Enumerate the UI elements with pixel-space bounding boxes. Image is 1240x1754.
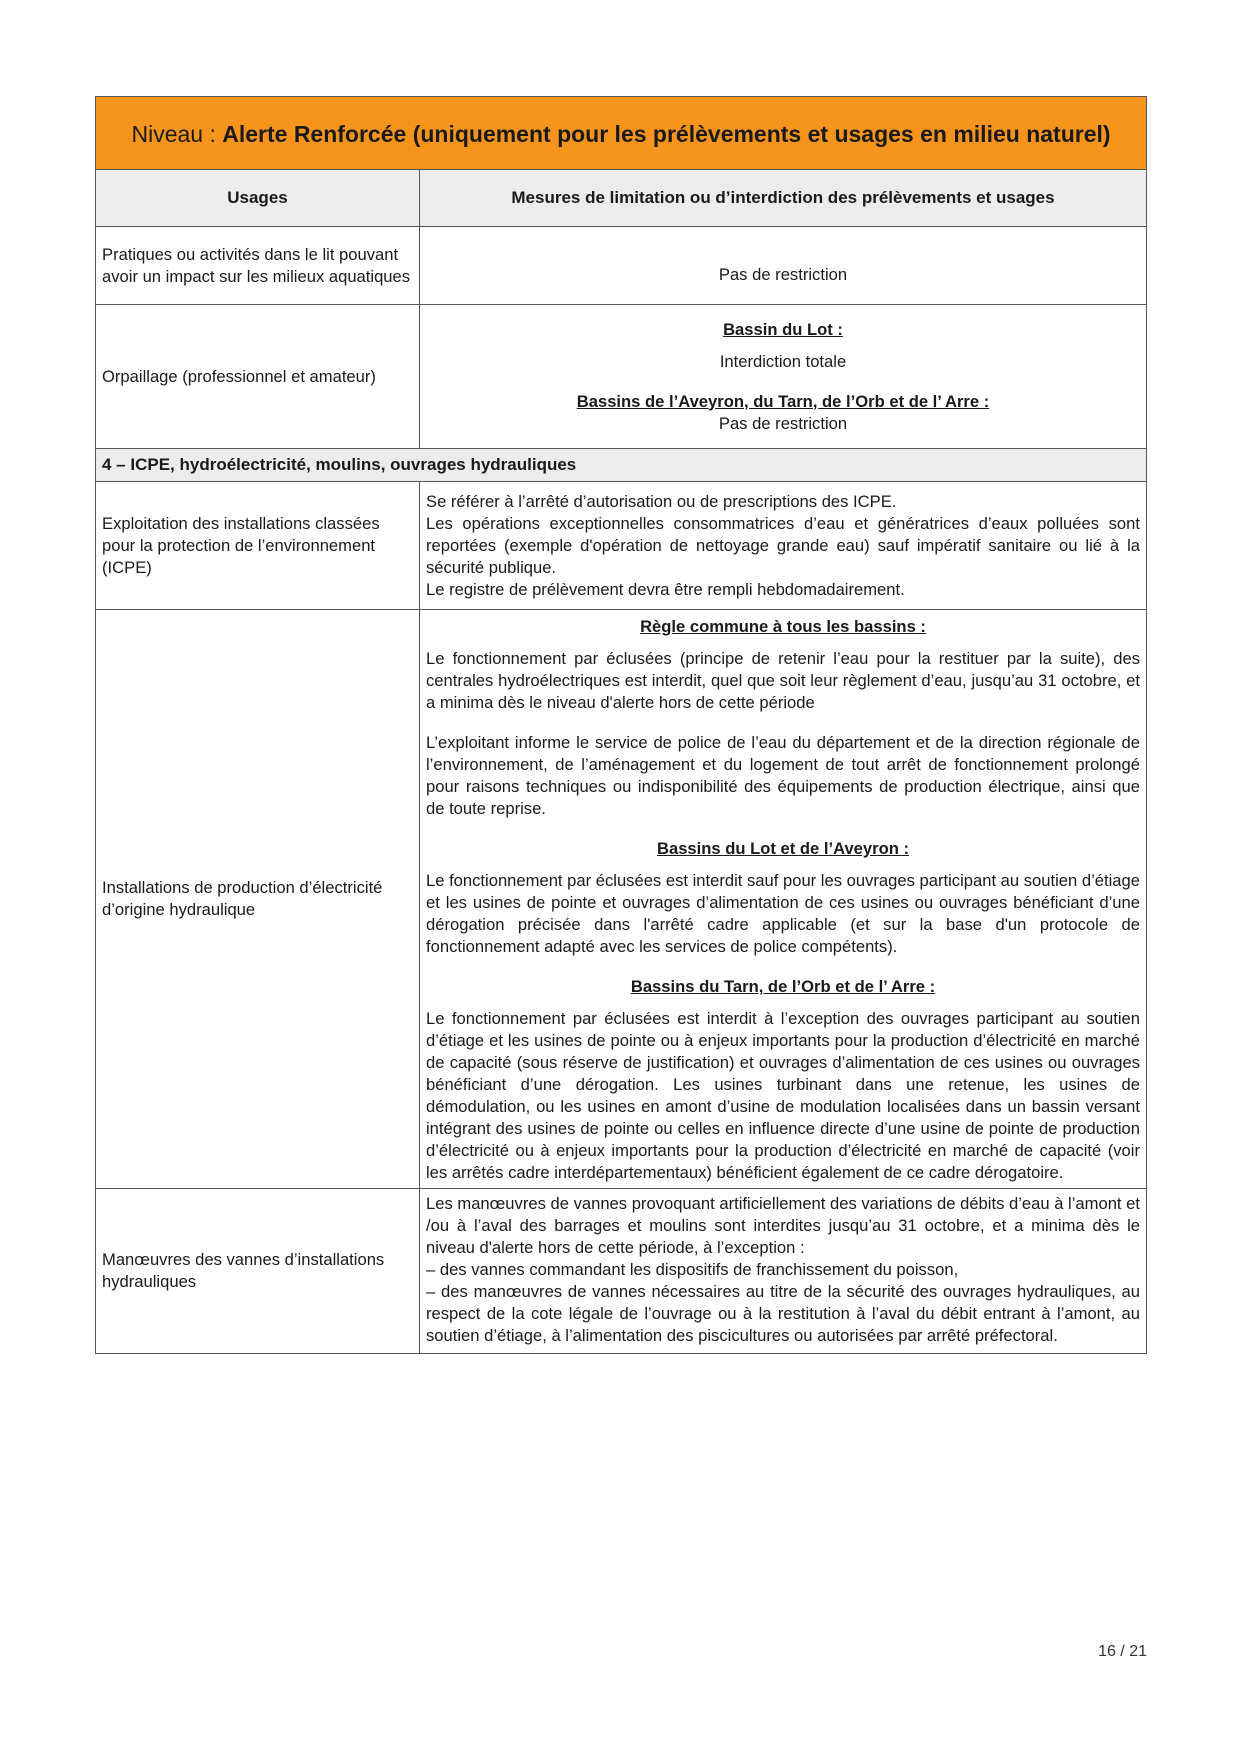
- mesure-cell: [420, 482, 1147, 610]
- usage-cell: [96, 1189, 420, 1354]
- table-row: [96, 305, 1147, 449]
- usage-text: Installations de production d’électricité d’origine hydraulique: [102, 878, 383, 919]
- mesure-cell: [420, 227, 1147, 305]
- mesure-text: Le fonctionnement par éclusées est interdit sauf pour les ouvrages participant au soutien d’étiage et les usines de pointe et ouvrages d’alimentation de ces usines ou ouvrages bénéficiant d’une dérogation précisée dans l'arrêté cadre applicable (et sur la base d'un protocole de fonctionnement adapté avec les services de police compétents).: [426, 871, 1140, 956]
- usage-cell: [96, 227, 420, 305]
- table-row: [96, 610, 1147, 1189]
- mesure-text: Les opérations exceptionnelles consommatrices d’eau et génératrices d’eaux polluées sont reportées (exemple d'opération de nettoyage grande eau) sauf impératif sanitaire ou lié à la sécurité publique.: [426, 513, 1140, 577]
- section-row: [96, 449, 1147, 482]
- mesure-text: Le fonctionnement par éclusées est interdit à l’exception des ouvrages participant au soutien d’étiage et les usines de pointe ou à enjeux importants pour la production d’électricité en marché de capacité (sous réserve de justification) et ouvrages d’alimentation de ces usines ou ouvrages bénéficiant d’une dérogation. Les usines turbinant dans une retenue, les usines de démodulation, ou les usines en amont d’usine de modulation localisées dans un bassin versant intégrant des usines de pointe ou celles en influence directe d’une usine de pointe de production d’électricité ou à enjeux importants pour la production d’électricité en marché de capacité (voir les arrêtés cadre interdépartementaux) bénéficient également de ce cadre dérogatoire.: [426, 1009, 1140, 1182]
- usage-cell: [96, 610, 420, 1189]
- usage-text: Pratiques ou activités dans le lit pouvant avoir un impact sur les milieux aquatiques: [102, 244, 411, 286]
- usage-text: Manœuvres des vannes d’installations hydrauliques: [102, 1250, 385, 1291]
- mesure-text: Les manœuvres de vannes provoquant artificiellement des variations de débits d’eau à l’amont et /ou à l’aval des barrages et moulins sont interdites jusqu’au 31 octobre, et a minima dès le niveau d'alerte hors de cette période, à l’exception :: [426, 1194, 1140, 1257]
- mesure-text: Interdiction totale: [719, 351, 847, 371]
- level-prefix: Niveau :: [131, 121, 223, 147]
- usage-text: Exploitation des installations classées pour la protection de l’environnement (ICPE): [102, 513, 380, 577]
- level-header-row: [96, 97, 1147, 170]
- restrictions-table: [95, 96, 1147, 1354]
- usage-cell: [96, 482, 420, 610]
- table-row: [96, 482, 1147, 610]
- mesure-cell: [420, 305, 1147, 449]
- mesure-text: Le registre de prélèvement devra être rempli hebdomadairement.: [426, 579, 905, 599]
- table-row: [96, 1189, 1147, 1354]
- column-header-row: [96, 170, 1147, 227]
- mesure-text: L’exploitant informe le service de police de l’eau du département et de la direction régionale de l’environnement, de l’aménagement et du logement de tout arrêt de fonctionnement prolongé pour raisons techniques ou indisponibilité des équipements de production électrique, ainsi que de toute reprise.: [426, 733, 1140, 818]
- page-number: 16 / 21: [1098, 1643, 1147, 1660]
- level-title: Alerte Renforcée (uniquement pour les prélèvements et usages en milieu naturel): [222, 121, 1111, 147]
- basin-heading: Bassin du Lot :: [723, 319, 843, 339]
- mesure-text: – des vannes commandant les dispositifs de franchissement du poisson,: [426, 1260, 959, 1279]
- column-header-mesures: Mesures de limitation ou d’interdiction des prélèvements et usages: [420, 170, 1147, 227]
- table-row: [96, 227, 1147, 305]
- mesure-text: Pas de restriction: [718, 264, 848, 284]
- mesure-cell: [420, 610, 1147, 1189]
- mesure-text: – des manœuvres de vannes nécessaires au titre de la sécurité des ouvrages hydrauliques, au respect de la cote légale de l’ouvrage ou à la restitution à l’aval du débit entrant à l’amont, au soutien d’étiage, à l’alimentation des piscicultures ou autorisées par arrêté préfectoral.: [426, 1282, 1140, 1345]
- level-header: [96, 97, 1147, 170]
- mesure-text: Le fonctionnement par éclusées (principe de retenir l’eau pour la restituer par la suite), des centrales hydroélectriques est interdit, quel que soit leur règlement d’eau, jusqu’au 31 octobre, et a minima dès le niveau d'alerte hors de cette période: [426, 649, 1140, 712]
- section-title: 4 – ICPE, hydroélectricité, moulins, ouvrages hydrauliques: [96, 449, 1147, 482]
- mesure-text: Pas de restriction: [718, 413, 848, 433]
- mesure-cell: [420, 1189, 1147, 1354]
- basin-heading: Règle commune à tous les bassins :: [640, 617, 926, 636]
- mesure-text: Se référer à l’arrêté d’autorisation ou de prescriptions des ICPE.: [426, 491, 897, 511]
- basin-heading: Bassins du Lot et de l’Aveyron :: [656, 839, 910, 858]
- column-header-usages: Usages: [96, 170, 420, 227]
- usage-text: Orpaillage (professionnel et amateur): [102, 366, 376, 386]
- basin-heading: Bassins du Tarn, de l’Orb et de l’ Arre :: [630, 977, 936, 996]
- usage-cell: [96, 305, 420, 449]
- basin-heading: Bassins de l’Aveyron, du Tarn, de l’Orb et de l’ Arre :: [576, 391, 990, 411]
